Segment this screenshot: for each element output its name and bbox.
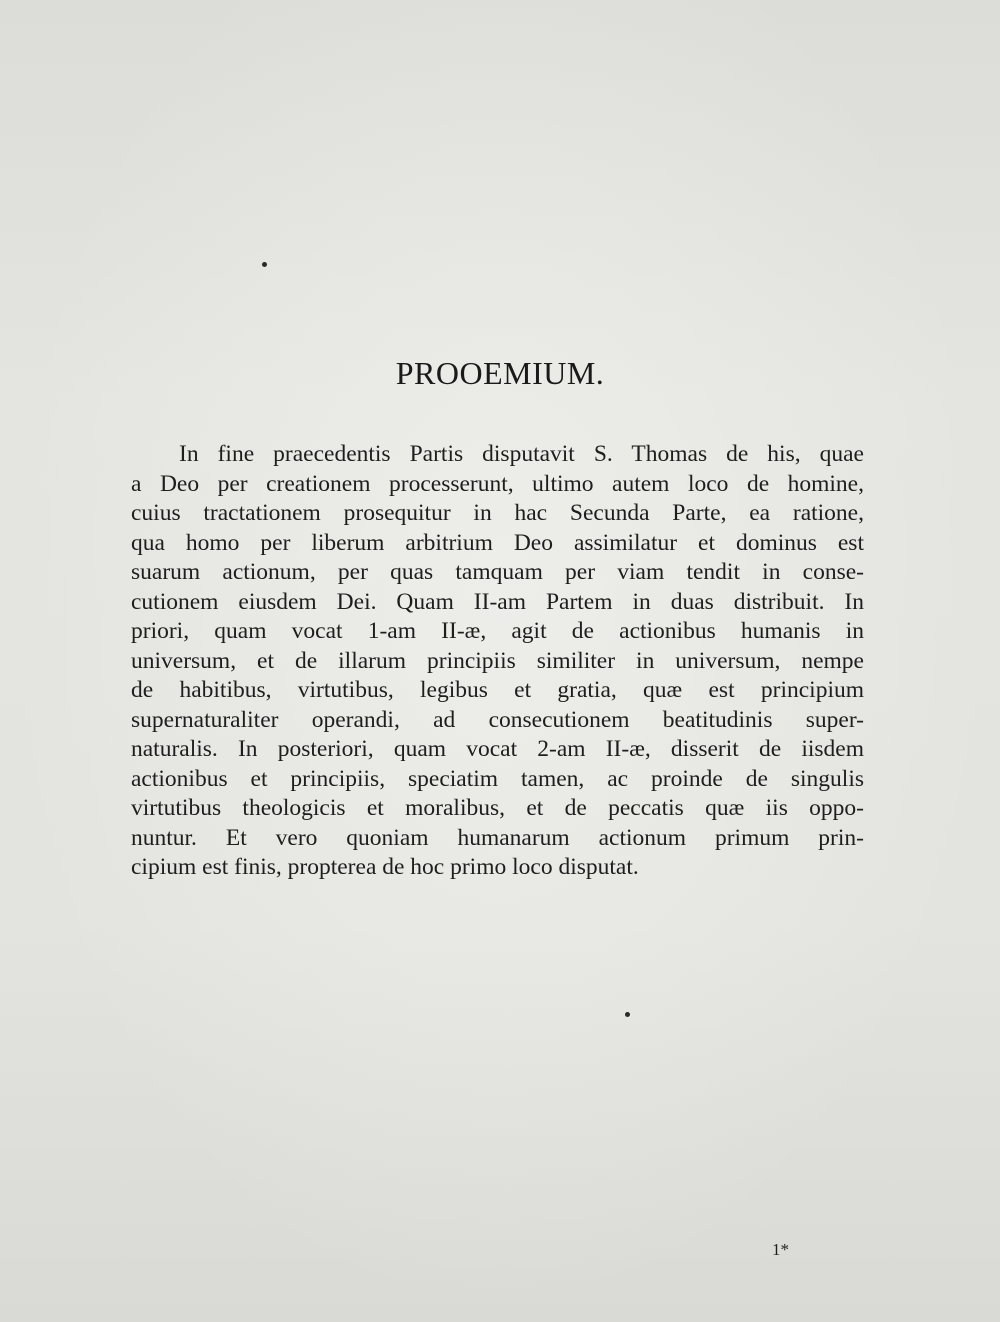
body-paragraph: [131, 440, 864, 883]
page-number: 1*: [772, 1240, 789, 1259]
text-line: actionibus et principiis, speciatim tamen, ac proinde de singulis: [131, 765, 864, 792]
page-title: PROOEMIUM.: [395, 355, 605, 391]
text-line: cuius tractationem prosequitur in hac Secunda Parte, ea ratione,: [131, 500, 864, 526]
text-line: supernaturaliter operandi, ad consecutionem beatitudinis super-: [131, 706, 864, 733]
text-line: qua homo per liberum arbitrium Deo assimilatur et dominus est: [131, 529, 864, 556]
text-line: a Deo per creationem processerunt, ultimo autem loco de homine,: [131, 470, 864, 497]
ink-speck: [625, 1012, 630, 1017]
text-line: suarum actionum, per quas tamquam per viam tendit in conse-: [131, 559, 864, 585]
text-line: In fine praecedentis Partis disputavit S. Thomas de his, quae: [179, 441, 864, 467]
text-line: de habitibus, virtutibus, legibus et gratia, quæ est principium: [131, 677, 864, 703]
text-line: cipium est finis, propterea de hoc primo loco disputat.: [131, 854, 639, 880]
text-line: priori, quam vocat 1-am II-æ, agit de actionibus humanis in: [131, 618, 864, 644]
text-line: nuntur. Et vero quoniam humanarum actionum primum prin-: [131, 824, 864, 851]
text-line: cutionem eiusdem Dei. Quam II-am Partem in duas distribuit. In: [131, 588, 864, 615]
text-line: universum, et de illarum principiis similiter in universum, nempe: [131, 647, 864, 674]
text-line: naturalis. In posteriori, quam vocat 2-am II-æ, disserit de iisdem: [131, 736, 864, 762]
text-line: virtutibus theologicis et moralibus, et de peccatis quæ iis oppo-: [131, 795, 864, 821]
ink-speck: [262, 262, 267, 267]
